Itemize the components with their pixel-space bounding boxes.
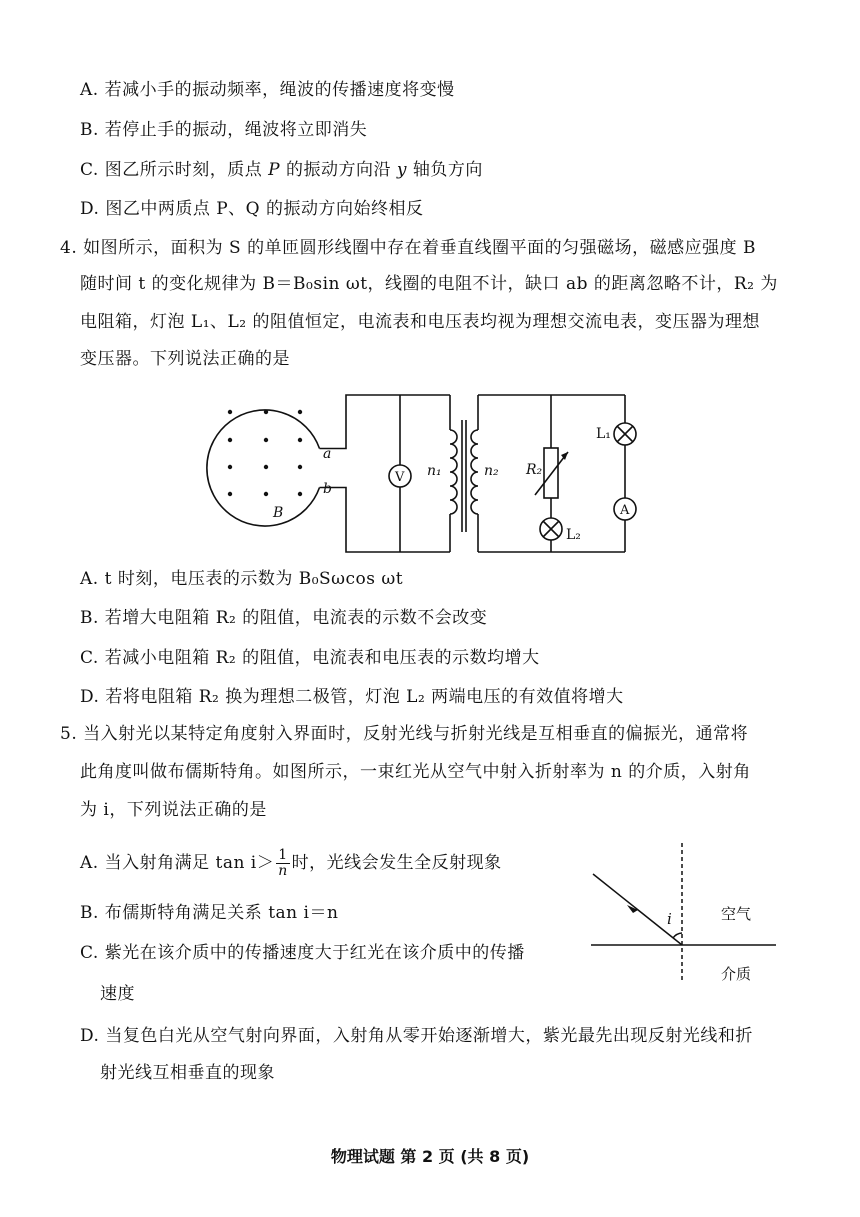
q4-stem-line-1: 4. 如图所示，面积为 S 的单匝圆形线圈中存在着垂直线圈平面的匀强磁场，磁感应强度 B (60, 238, 756, 258)
fraction-one-over-n: $\frac{1}{n}$ (278, 847, 288, 879)
label-b: b (323, 481, 332, 497)
secondary-coil-icon (471, 430, 478, 514)
label-a: a (323, 446, 332, 462)
q4-stem-line-2: 随时间 t 的变化规律为 B＝B₀sin ωt，线圈的电阻不计，缺口 ab 的距离忽略不计，R₂ 为 (80, 274, 778, 294)
label-l2: L₂ (566, 527, 581, 543)
label-l1: L₁ (596, 426, 611, 442)
q4-option-b: B. 若增大电阻箱 R₂ 的阻值，电流表的示数不会改变 (80, 608, 488, 628)
q3-option-d: D. 图乙中两质点 P、Q 的振动方向始终相反 (80, 199, 424, 219)
label-ammeter: A (620, 503, 630, 518)
q3-option-c: C. 图乙所示时刻，质点 P 的振动方向沿 y 轴负方向 (80, 160, 483, 180)
page-footer: 物理试题 第 2 页 (共 8 页) (330, 1147, 530, 1166)
q3-option-b: B. 若停止手的振动，绳波将立即消失 (80, 120, 368, 140)
q5-option-d-line-2: 射光线互相垂直的现象 (100, 1063, 275, 1083)
coil-circle (207, 410, 320, 526)
label-i: i (667, 910, 672, 928)
label-v: V (395, 470, 405, 485)
q5-stem-line-2: 此角度叫做布儒斯特角。如图所示，一束红光从空气中射入折射率为 n 的介质，入射角 (80, 762, 751, 782)
label-field-b: B (273, 505, 284, 521)
label-n2: n₂ (484, 463, 499, 479)
q5-option-a: A. 当入射角满足 tan i＞ $\frac{1}{n}$ 时，光线会发生全反射现象 (80, 847, 502, 879)
q4-option-c: C. 若减小电阻箱 R₂ 的阻值，电流表和电压表的示数均增大 (80, 648, 540, 668)
primary-coil-icon (450, 430, 457, 514)
q5-option-c-line-2: 速度 (100, 984, 135, 1004)
q5-option-d-line-1: D. 当复色白光从空气射向界面，入射角从零开始逐渐增大，紫光最先出现反射光线和折 (80, 1026, 753, 1046)
label-n1: n₁ (427, 463, 442, 479)
q4-option-d: D. 若将电阻箱 R₂ 换为理想二极管，灯泡 L₂ 两端电压的有效值将增大 (80, 687, 624, 707)
q5-option-c-line-1: C. 紫光在该介质中的传播速度大于红光在该介质中的传播 (80, 943, 525, 963)
q5-stem-line-1: 5. 当入射光以某特定角度射入界面时，反射光线与折射光线是互相垂直的偏振光，通常将 (60, 724, 749, 744)
q4-stem-line-3: 电阻箱，灯泡 L₁、L₂ 的阻值恒定，电流表和电压表均视为理想交流电表，变压器为理想 (80, 312, 761, 332)
label-r2: R₂ (526, 462, 543, 478)
label-medium: 介质 (721, 965, 752, 983)
q3-option-a: A. 若减小手的振动频率，绳波的传播速度将变慢 (80, 80, 455, 100)
q4-option-a: A. t 时刻，电压表的示数为 B₀Sωcos ωt (80, 569, 404, 589)
q5-stem-line-3: 为 i，下列说法正确的是 (80, 800, 267, 820)
label-air: 空气 (721, 905, 752, 923)
q4-stem-line-4: 变压器。下列说法正确的是 (80, 349, 290, 369)
q5-option-b: B. 布儒斯特角满足关系 tan i＝n (80, 903, 339, 923)
